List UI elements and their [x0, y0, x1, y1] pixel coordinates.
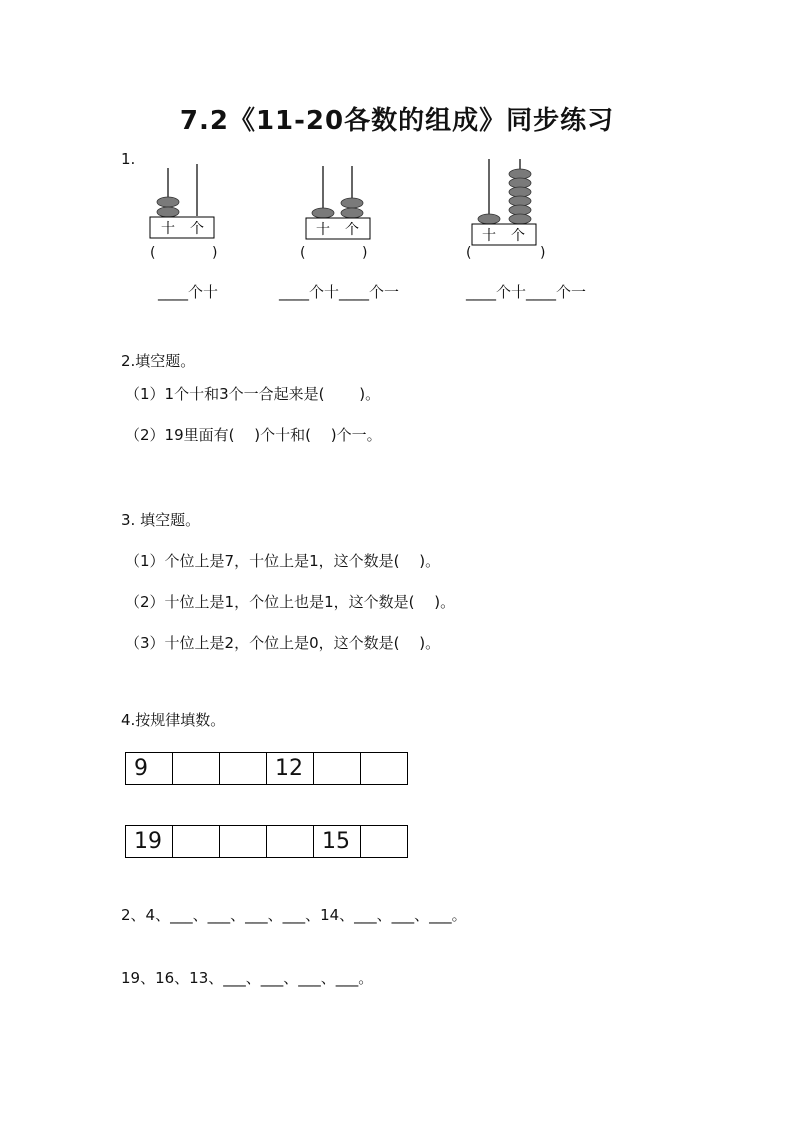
grid-cell[interactable]: 15 [314, 826, 361, 858]
bead [157, 207, 179, 217]
grid-cell[interactable] [220, 753, 267, 785]
tens-label: 十 [482, 228, 496, 244]
bead [341, 198, 363, 208]
answer-open-paren: ( [300, 245, 306, 261]
bead [478, 214, 500, 224]
q1-fill-2[interactable]: ____个十____个一 [279, 283, 400, 301]
bead [509, 169, 531, 179]
ones-label: 个 [511, 228, 525, 244]
ones-label: 个 [190, 221, 204, 237]
answer-close-paren: ) [212, 245, 218, 261]
grid-cell[interactable] [173, 753, 220, 785]
bead [509, 178, 531, 188]
grid-cell[interactable] [267, 826, 314, 858]
number-grid-2 [125, 825, 408, 858]
grid-cell[interactable] [173, 826, 220, 858]
grid-cell[interactable]: 12 [267, 753, 314, 785]
tens-label: 十 [316, 222, 330, 238]
sequence-1[interactable]: 2、4、___、___、___、___、14、___、___、___。 [121, 906, 467, 924]
bead [509, 205, 531, 215]
grid-cell[interactable] [220, 826, 267, 858]
q2-heading: 2.填空题。 [121, 352, 196, 370]
q3-item-2[interactable]: （2）十位上是1，个位上也是1，这个数是( )。 [125, 593, 456, 611]
bead [157, 197, 179, 207]
q1-fill-1[interactable]: ____个十 [158, 283, 219, 301]
bead [509, 214, 531, 224]
abacus-2 [300, 160, 380, 240]
answer-open-paren: ( [466, 245, 472, 261]
q1-fill-3[interactable]: ____个十____个一 [466, 283, 587, 301]
bead [312, 208, 334, 218]
number-grid-1 [125, 752, 408, 785]
bead [341, 208, 363, 218]
answer-open-paren: ( [150, 245, 156, 261]
abacus-1 [145, 160, 225, 240]
grid-cell[interactable] [361, 826, 408, 858]
q2-item-1[interactable]: （1）1个十和3个一合起来是( )。 [125, 385, 381, 403]
grid-cell[interactable] [314, 753, 361, 785]
answer-close-paren: ) [362, 245, 368, 261]
grid-cell[interactable]: 19 [126, 826, 173, 858]
bead [509, 196, 531, 206]
bead [509, 187, 531, 197]
ones-label: 个 [345, 222, 359, 238]
tens-label: 十 [161, 221, 175, 237]
q4-heading: 4.按规律填数。 [121, 711, 226, 729]
page-title: 7.2《11-20各数的组成》同步练习 [179, 106, 615, 136]
abacus-3 [470, 155, 550, 250]
q3-item-3[interactable]: （3）十位上是2，个位上是0，这个数是( )。 [125, 634, 441, 652]
q3-heading: 3. 填空题。 [121, 511, 201, 529]
answer-close-paren: ) [540, 245, 546, 261]
q2-item-2[interactable]: （2）19里面有( )个十和( )个一。 [125, 426, 382, 444]
grid-cell[interactable]: 9 [126, 753, 173, 785]
q1-number: 1. [121, 150, 136, 168]
sequence-2[interactable]: 19、16、13、___、___、___、___。 [121, 969, 374, 987]
q3-item-1[interactable]: （1）个位上是7，十位上是1，这个数是( )。 [125, 552, 441, 570]
grid-cell[interactable] [361, 753, 408, 785]
